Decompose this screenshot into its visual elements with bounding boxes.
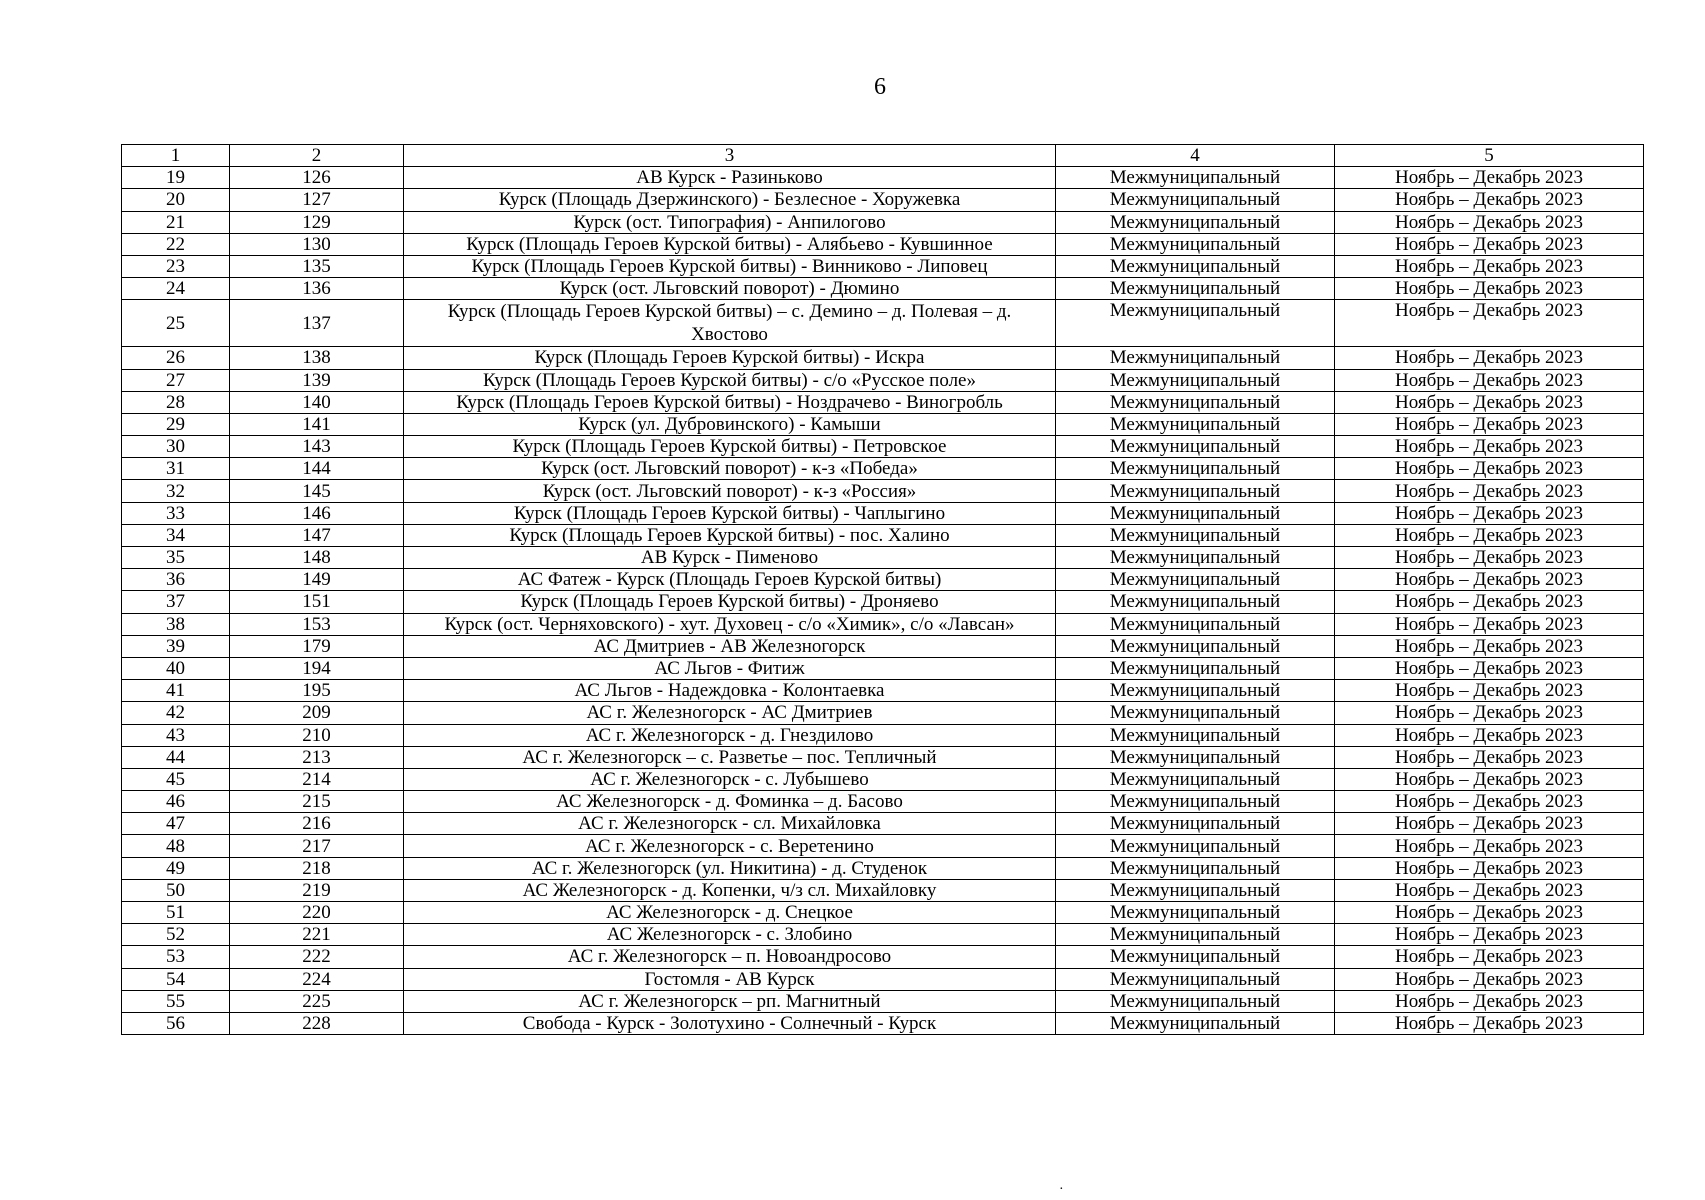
period-cell: Ноябрь – Декабрь 2023 — [1335, 480, 1644, 502]
routes-table — [121, 144, 1644, 1035]
period-cell: Ноябрь – Декабрь 2023 — [1335, 613, 1644, 635]
route-type-cell: Межмуниципальный — [1056, 857, 1335, 879]
period-cell: Ноябрь – Декабрь 2023 — [1335, 791, 1644, 813]
row-number-cell: 53 — [122, 946, 230, 968]
period-cell: Ноябрь – Декабрь 2023 — [1335, 879, 1644, 901]
route-type-cell: Межмуниципальный — [1056, 278, 1335, 300]
route-type-cell: Межмуниципальный — [1056, 480, 1335, 502]
route-type-cell: Межмуниципальный — [1056, 768, 1335, 790]
period-cell: Ноябрь – Декабрь 2023 — [1335, 591, 1644, 613]
table-row — [122, 724, 1644, 746]
table-row — [122, 857, 1644, 879]
period-cell: Ноябрь – Декабрь 2023 — [1335, 300, 1644, 347]
period-cell: Ноябрь – Декабрь 2023 — [1335, 458, 1644, 480]
route-type-cell: Межмуниципальный — [1056, 968, 1335, 990]
route-type-cell: Межмуниципальный — [1056, 391, 1335, 413]
period-cell: Ноябрь – Декабрь 2023 — [1335, 835, 1644, 857]
route-number-cell: 224 — [230, 968, 404, 990]
route-number-cell: 140 — [230, 391, 404, 413]
route-name-cell: Курск (Площадь Героев Курской битвы) - Искра — [404, 347, 1056, 369]
route-number-cell: 194 — [230, 657, 404, 679]
route-number-cell: 144 — [230, 458, 404, 480]
page-number: 6 — [874, 74, 886, 100]
period-cell: Ноябрь – Декабрь 2023 — [1335, 255, 1644, 277]
route-number-cell: 146 — [230, 502, 404, 524]
column-header-route-type: 4 — [1056, 145, 1335, 167]
period-cell: Ноябрь – Декабрь 2023 — [1335, 680, 1644, 702]
period-cell: Ноябрь – Декабрь 2023 — [1335, 524, 1644, 546]
route-type-cell: Межмуниципальный — [1056, 591, 1335, 613]
table-row — [122, 768, 1644, 790]
route-type-cell: Межмуниципальный — [1056, 502, 1335, 524]
row-number-cell: 29 — [122, 413, 230, 435]
route-number-cell: 147 — [230, 524, 404, 546]
period-cell: Ноябрь – Декабрь 2023 — [1335, 278, 1644, 300]
table-row — [122, 347, 1644, 369]
period-cell: Ноябрь – Декабрь 2023 — [1335, 233, 1644, 255]
route-type-cell: Межмуниципальный — [1056, 946, 1335, 968]
period-cell: Ноябрь – Декабрь 2023 — [1335, 857, 1644, 879]
route-type-cell: Межмуниципальный — [1056, 635, 1335, 657]
route-type-cell: Межмуниципальный — [1056, 924, 1335, 946]
period-cell: Ноябрь – Декабрь 2023 — [1335, 724, 1644, 746]
route-number-cell: 214 — [230, 768, 404, 790]
row-number-cell: 51 — [122, 902, 230, 924]
row-number-cell: 47 — [122, 813, 230, 835]
period-cell: Ноябрь – Декабрь 2023 — [1335, 413, 1644, 435]
period-cell: Ноябрь – Декабрь 2023 — [1335, 211, 1644, 233]
route-number-cell: 228 — [230, 1012, 404, 1034]
table-row — [122, 189, 1644, 211]
table-row — [122, 657, 1644, 679]
route-number-cell: 137 — [230, 300, 404, 347]
period-cell: Ноябрь – Декабрь 2023 — [1335, 924, 1644, 946]
row-number-cell: 26 — [122, 347, 230, 369]
routes-table-body — [122, 145, 1644, 1035]
route-number-cell: 136 — [230, 278, 404, 300]
route-number-cell: 209 — [230, 702, 404, 724]
row-number-cell: 56 — [122, 1012, 230, 1034]
route-name-cell: АС г. Железногорск - сл. Михайловка — [404, 813, 1056, 835]
route-number-cell: 222 — [230, 946, 404, 968]
period-cell: Ноябрь – Декабрь 2023 — [1335, 968, 1644, 990]
table-row — [122, 680, 1644, 702]
route-type-cell: Межмуниципальный — [1056, 724, 1335, 746]
table-row — [122, 702, 1644, 724]
route-name-cell: АС г. Железногорск - АС Дмитриев — [404, 702, 1056, 724]
route-type-cell: Межмуниципальный — [1056, 524, 1335, 546]
row-number-cell: 40 — [122, 657, 230, 679]
route-number-cell: 153 — [230, 613, 404, 635]
route-number-cell: 130 — [230, 233, 404, 255]
row-number-cell: 21 — [122, 211, 230, 233]
route-number-cell: 216 — [230, 813, 404, 835]
table-row — [122, 233, 1644, 255]
row-number-cell: 48 — [122, 835, 230, 857]
table-row — [122, 791, 1644, 813]
table-row — [122, 502, 1644, 524]
route-name-cell: Курск (Площадь Героев Курской битвы) - Петровское — [404, 436, 1056, 458]
route-name-cell: Курск (Площадь Героев Курской битвы) - пос. Халино — [404, 524, 1056, 546]
table-row — [122, 458, 1644, 480]
route-name-cell: АС Железногорск - д. Снецкое — [404, 902, 1056, 924]
row-number-cell: 30 — [122, 436, 230, 458]
route-type-cell: Межмуниципальный — [1056, 835, 1335, 857]
route-number-cell: 129 — [230, 211, 404, 233]
route-type-cell: Межмуниципальный — [1056, 613, 1335, 635]
column-header-number: 1 — [122, 145, 230, 167]
route-type-cell: Межмуниципальный — [1056, 347, 1335, 369]
period-cell: Ноябрь – Декабрь 2023 — [1335, 902, 1644, 924]
route-name-cell: Курск (Площадь Героев Курской битвы) - Чаплыгино — [404, 502, 1056, 524]
period-cell: Ноябрь – Декабрь 2023 — [1335, 189, 1644, 211]
table-row — [122, 436, 1644, 458]
route-name-cell: Гостомля - АВ Курск — [404, 968, 1056, 990]
row-number-cell: 34 — [122, 524, 230, 546]
route-name-cell: АС г. Железногорск - с. Веретенино — [404, 835, 1056, 857]
table-row — [122, 369, 1644, 391]
table-row — [122, 300, 1644, 347]
route-number-cell: 143 — [230, 436, 404, 458]
table-row — [122, 835, 1644, 857]
route-name-cell: АС Железногорск - с. Злобино — [404, 924, 1056, 946]
table-header-row — [122, 145, 1644, 167]
table-row — [122, 391, 1644, 413]
table-row — [122, 524, 1644, 546]
route-type-cell: Межмуниципальный — [1056, 458, 1335, 480]
route-type-cell: Межмуниципальный — [1056, 189, 1335, 211]
route-name-cell: Курск (ост. Льговский поворот) - к-з «Победа» — [404, 458, 1056, 480]
route-type-cell: Межмуниципальный — [1056, 990, 1335, 1012]
table-row — [122, 990, 1644, 1012]
route-name-cell: АС г. Железногорск (ул. Никитина) - д. Студенок — [404, 857, 1056, 879]
row-number-cell: 32 — [122, 480, 230, 502]
row-number-cell: 27 — [122, 369, 230, 391]
table-row — [122, 413, 1644, 435]
route-number-cell: 210 — [230, 724, 404, 746]
column-header-route-name: 3 — [404, 145, 1056, 167]
period-cell: Ноябрь – Декабрь 2023 — [1335, 990, 1644, 1012]
route-number-cell: 141 — [230, 413, 404, 435]
row-number-cell: 38 — [122, 613, 230, 635]
period-cell: Ноябрь – Декабрь 2023 — [1335, 702, 1644, 724]
route-type-cell: Межмуниципальный — [1056, 1012, 1335, 1034]
route-number-cell: 225 — [230, 990, 404, 1012]
period-cell: Ноябрь – Декабрь 2023 — [1335, 369, 1644, 391]
route-name-cell: АС г. Железногорск – рп. Магнитный — [404, 990, 1056, 1012]
route-number-cell: 179 — [230, 635, 404, 657]
table-row — [122, 480, 1644, 502]
row-number-cell: 36 — [122, 569, 230, 591]
route-type-cell: Межмуниципальный — [1056, 255, 1335, 277]
route-name-cell: АС г. Железногорск – с. Разветье – пос. Тепличный — [404, 746, 1056, 768]
route-type-cell: Межмуниципальный — [1056, 791, 1335, 813]
row-number-cell: 24 — [122, 278, 230, 300]
route-type-cell: Межмуниципальный — [1056, 413, 1335, 435]
table-row — [122, 946, 1644, 968]
row-number-cell: 20 — [122, 189, 230, 211]
route-number-cell: 217 — [230, 835, 404, 857]
route-number-cell: 151 — [230, 591, 404, 613]
route-name-cell: Курск (Площадь Героев Курской битвы) - с/о «Русское поле» — [404, 369, 1056, 391]
period-cell: Ноябрь – Декабрь 2023 — [1335, 167, 1644, 189]
footer-mark: · — [1059, 1182, 1064, 1197]
route-name-cell: АВ Курск - Пименово — [404, 547, 1056, 569]
route-type-cell: Межмуниципальный — [1056, 300, 1335, 347]
route-name-cell: Курск (Площадь Героев Курской битвы) – с. Демино – д. Полевая – д. Хвостово — [404, 300, 1056, 347]
route-name-cell: Курск (ул. Дубровинского) - Камыши — [404, 413, 1056, 435]
row-number-cell: 54 — [122, 968, 230, 990]
period-cell: Ноябрь – Декабрь 2023 — [1335, 347, 1644, 369]
period-cell: Ноябрь – Декабрь 2023 — [1335, 391, 1644, 413]
table-row — [122, 746, 1644, 768]
period-cell: Ноябрь – Декабрь 2023 — [1335, 547, 1644, 569]
row-number-cell: 35 — [122, 547, 230, 569]
table-row — [122, 613, 1644, 635]
route-name-cell: АС Льгов - Надеждовка - Колонтаевка — [404, 680, 1056, 702]
route-number-cell: 195 — [230, 680, 404, 702]
row-number-cell: 19 — [122, 167, 230, 189]
period-cell: Ноябрь – Декабрь 2023 — [1335, 569, 1644, 591]
table-row — [122, 167, 1644, 189]
route-number-cell: 127 — [230, 189, 404, 211]
table-row — [122, 547, 1644, 569]
route-type-cell: Межмуниципальный — [1056, 813, 1335, 835]
row-number-cell: 33 — [122, 502, 230, 524]
table-row — [122, 968, 1644, 990]
route-name-cell: Курск (Площадь Героев Курской битвы) - Ноздрачево - Виногробль — [404, 391, 1056, 413]
route-name-cell: АС Дмитриев - АВ Железногорск — [404, 635, 1056, 657]
period-cell: Ноябрь – Декабрь 2023 — [1335, 946, 1644, 968]
period-cell: Ноябрь – Декабрь 2023 — [1335, 768, 1644, 790]
route-name-cell: АС Фатеж - Курск (Площадь Героев Курской битвы) — [404, 569, 1056, 591]
route-name-cell: АС Железногорск - д. Копенки, ч/з сл. Михайловку — [404, 879, 1056, 901]
route-type-cell: Межмуниципальный — [1056, 879, 1335, 901]
route-number-cell: 213 — [230, 746, 404, 768]
route-name-cell: Курск (Площадь Героев Курской битвы) - Винниково - Липовец — [404, 255, 1056, 277]
period-cell: Ноябрь – Декабрь 2023 — [1335, 1012, 1644, 1034]
route-name-cell: Курск (Площадь Героев Курской битвы) - Дроняево — [404, 591, 1056, 613]
route-name-cell: Курск (ост. Типография) - Анпилогово — [404, 211, 1056, 233]
row-number-cell: 42 — [122, 702, 230, 724]
row-number-cell: 46 — [122, 791, 230, 813]
route-number-cell: 215 — [230, 791, 404, 813]
route-type-cell: Межмуниципальный — [1056, 657, 1335, 679]
route-type-cell: Межмуниципальный — [1056, 902, 1335, 924]
route-type-cell: Межмуниципальный — [1056, 547, 1335, 569]
route-name-cell: Курск (ост. Льговский поворот) - к-з «Россия» — [404, 480, 1056, 502]
route-number-cell: 126 — [230, 167, 404, 189]
route-type-cell: Межмуниципальный — [1056, 569, 1335, 591]
route-name-cell: АС Льгов - Фитиж — [404, 657, 1056, 679]
route-name-cell: АС г. Железногорск – п. Новоандросово — [404, 946, 1056, 968]
row-number-cell: 44 — [122, 746, 230, 768]
route-name-cell: Свобода - Курск - Золотухино - Солнечный - Курск — [404, 1012, 1056, 1034]
row-number-cell: 55 — [122, 990, 230, 1012]
table-row — [122, 278, 1644, 300]
row-number-cell: 43 — [122, 724, 230, 746]
row-number-cell: 39 — [122, 635, 230, 657]
route-type-cell: Межмуниципальный — [1056, 369, 1335, 391]
table-row — [122, 255, 1644, 277]
column-header-period: 5 — [1335, 145, 1644, 167]
route-number-cell: 220 — [230, 902, 404, 924]
route-number-cell: 221 — [230, 924, 404, 946]
route-number-cell: 145 — [230, 480, 404, 502]
route-number-cell: 139 — [230, 369, 404, 391]
row-number-cell: 41 — [122, 680, 230, 702]
route-type-cell: Межмуниципальный — [1056, 436, 1335, 458]
route-name-cell: Курск (Площадь Дзержинского) - Безлесное - Хоружевка — [404, 189, 1056, 211]
period-cell: Ноябрь – Декабрь 2023 — [1335, 746, 1644, 768]
table-row — [122, 813, 1644, 835]
table-row — [122, 1012, 1644, 1034]
route-name-cell: Курск (Площадь Героев Курской битвы) - Алябьево - Кувшинное — [404, 233, 1056, 255]
table-row — [122, 591, 1644, 613]
table-row — [122, 211, 1644, 233]
table-row — [122, 569, 1644, 591]
row-number-cell: 25 — [122, 300, 230, 347]
route-number-cell: 148 — [230, 547, 404, 569]
route-number-cell: 138 — [230, 347, 404, 369]
route-type-cell: Межмуниципальный — [1056, 680, 1335, 702]
route-name-cell: АС г. Железногорск - с. Лубышево — [404, 768, 1056, 790]
route-type-cell: Межмуниципальный — [1056, 746, 1335, 768]
route-type-cell: Межмуниципальный — [1056, 167, 1335, 189]
route-type-cell: Межмуниципальный — [1056, 211, 1335, 233]
route-name-cell: Курск (ост. Черняховского) - хут. Духовец - с/о «Химик», с/о «Лавсан» — [404, 613, 1056, 635]
route-number-cell: 135 — [230, 255, 404, 277]
row-number-cell: 45 — [122, 768, 230, 790]
route-name-cell: АВ Курск - Разиньково — [404, 167, 1056, 189]
row-number-cell: 49 — [122, 857, 230, 879]
route-type-cell: Межмуниципальный — [1056, 702, 1335, 724]
table-row — [122, 635, 1644, 657]
route-number-cell: 218 — [230, 857, 404, 879]
row-number-cell: 31 — [122, 458, 230, 480]
row-number-cell: 28 — [122, 391, 230, 413]
period-cell: Ноябрь – Декабрь 2023 — [1335, 502, 1644, 524]
table-row — [122, 902, 1644, 924]
route-number-cell: 149 — [230, 569, 404, 591]
route-type-cell: Межмуниципальный — [1056, 233, 1335, 255]
column-header-route-number: 2 — [230, 145, 404, 167]
period-cell: Ноябрь – Декабрь 2023 — [1335, 813, 1644, 835]
row-number-cell: 37 — [122, 591, 230, 613]
period-cell: Ноябрь – Декабрь 2023 — [1335, 436, 1644, 458]
table-row — [122, 879, 1644, 901]
row-number-cell: 22 — [122, 233, 230, 255]
row-number-cell: 23 — [122, 255, 230, 277]
row-number-cell: 52 — [122, 924, 230, 946]
route-name-cell: АС г. Железногорск - д. Гнездилово — [404, 724, 1056, 746]
period-cell: Ноябрь – Декабрь 2023 — [1335, 657, 1644, 679]
row-number-cell: 50 — [122, 879, 230, 901]
table-row — [122, 924, 1644, 946]
route-number-cell: 219 — [230, 879, 404, 901]
route-name-cell: Курск (ост. Льговский поворот) - Дюмино — [404, 278, 1056, 300]
period-cell: Ноябрь – Декабрь 2023 — [1335, 635, 1644, 657]
route-name-cell: АС Железногорск - д. Фоминка – д. Басово — [404, 791, 1056, 813]
